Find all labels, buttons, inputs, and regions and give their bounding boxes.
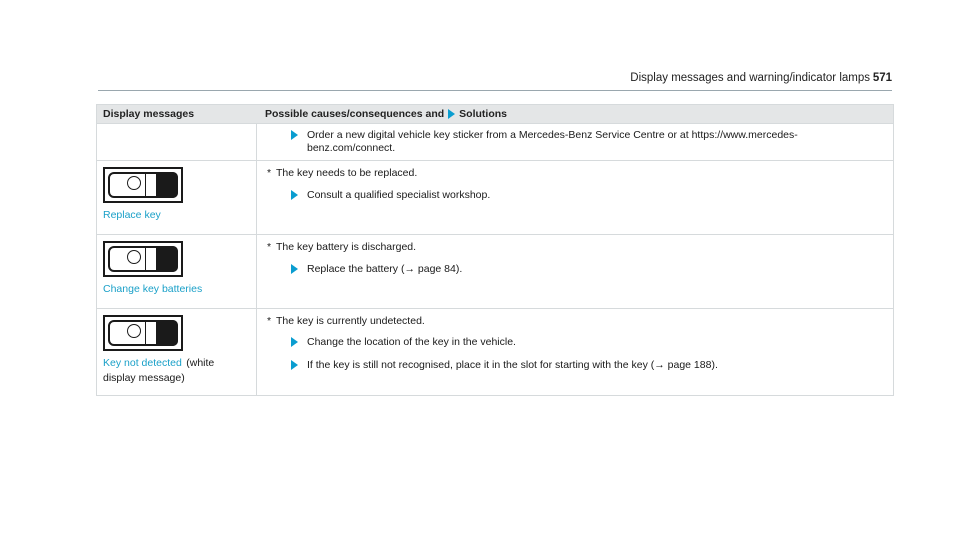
key-fob-icon [103, 241, 183, 277]
cause-item: * The key is currently undetected. [267, 315, 425, 327]
display-messages-table [96, 104, 894, 396]
solution-arrow-icon [291, 190, 298, 200]
solution-item [291, 129, 893, 155]
solution-text: If the key is still not recognised, place it in the slot for starting with the key (→ page 188). [307, 359, 718, 371]
solution-text-cont: benz.com/connect. [307, 142, 396, 154]
cause-cell [257, 309, 893, 395]
cause-text: The key battery is discharged. [276, 241, 417, 253]
cause-item: * The key battery is discharged. [267, 241, 417, 253]
message-cell [97, 124, 257, 160]
col-header-causes [257, 105, 893, 123]
message-note: (white [186, 357, 215, 369]
col-header-solutions-text: Solutions [459, 108, 508, 120]
col-header-messages: Display messages [103, 108, 195, 120]
cause-cell [257, 161, 893, 234]
page-number: 571 [872, 72, 892, 84]
solution-text: Order a new digital vehicle key sticker from a Mercedes-Benz Service Centre or at https://www.mercedes- [307, 129, 798, 141]
cause-cell [257, 235, 893, 308]
message-title: Key not detected [103, 357, 182, 369]
header-title: Display messages and warning/indicator lamps [630, 72, 870, 84]
solution-arrow-icon [291, 337, 298, 347]
key-fob-icon [103, 315, 183, 351]
key-fob-icon [103, 167, 183, 203]
message-note-cont: display message) [103, 372, 185, 384]
solution-arrow-icon [291, 264, 298, 274]
table-row [97, 308, 893, 395]
table-row [97, 123, 893, 160]
message-title: Change key batteries [103, 283, 203, 295]
table-header [97, 105, 893, 123]
solution-arrow-icon [448, 109, 455, 119]
solution-cell [257, 124, 893, 160]
solution-text: Consult a qualified specialist workshop. [307, 189, 491, 201]
solution-item [291, 359, 893, 372]
message-cell [97, 309, 257, 395]
solution-arrow-icon [291, 130, 298, 140]
solution-item [291, 189, 893, 202]
message-cell [97, 161, 257, 234]
cause-text: The key needs to be replaced. [276, 167, 418, 179]
col-header-causes-text: Possible causes/consequences and [265, 108, 445, 120]
solution-arrow-icon [291, 360, 298, 370]
table-row [97, 160, 893, 234]
solution-text: Change the location of the key in the vehicle. [307, 336, 516, 348]
cause-text: The key is currently undetected. [276, 315, 425, 327]
solution-item [291, 336, 893, 349]
solution-item [291, 263, 893, 276]
solution-text: Replace the battery (→ page 84). [307, 263, 463, 275]
message-cell [97, 235, 257, 308]
cause-item: * The key needs to be replaced. [267, 167, 418, 179]
table-row [97, 234, 893, 308]
page-header [98, 68, 892, 91]
message-title: Replace key [103, 209, 161, 221]
